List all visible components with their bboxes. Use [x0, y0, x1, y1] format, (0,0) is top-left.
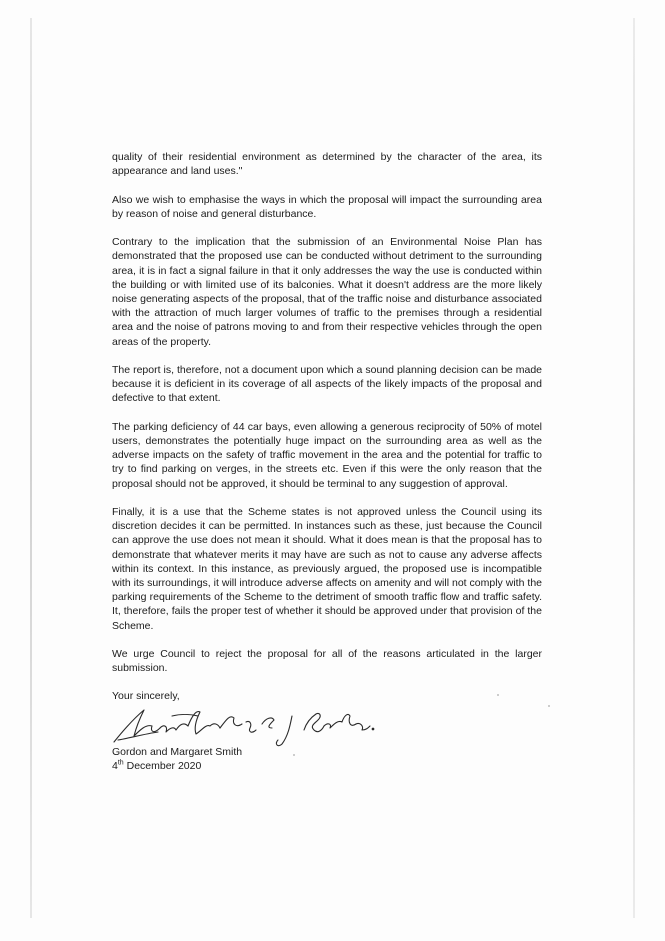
scan-speck: [497, 694, 499, 696]
handwritten-signature: [110, 702, 380, 748]
paragraph-2: Also we wish to emphasise the ways in which the proposal will impact the surrounding area by reason of noise and general disturbance.: [112, 193, 542, 220]
paragraph-1: quality of their residential environment as determined by the character of the area, its appearance and land uses.": [112, 151, 542, 178]
date-rest: December 2020: [123, 760, 202, 773]
paragraph-6: Finally, it is a use that the Scheme states is not approved unless the Council using its discretion decides it can be permitted. In instances such as these, just because the Council can approve the use does not mean it should. What it does mean is that the proposal has to demonstrate that whatever merits it may have are such as not to cause any adverse affects within its context. In this instance, as previously argued, the proposed use is incompatible with its surroundings, it will introduce adverse affects on amenity and will not comply with the parking requirements of the Scheme to the detriment of smooth traffic flow and traffic safety. It, therefore, fails the proper test of whether it should be approved under that provision of the Scheme.: [112, 506, 542, 632]
date-day: 4: [112, 760, 118, 773]
paragraph-4: The report is, therefore, not a document upon which a sound planning decision can be made because it is deficient in its coverage of all aspects of the likely impacts of the proposal and defective to that extent.: [112, 364, 542, 405]
letter-body: [112, 150, 542, 690]
scan-speck: [548, 705, 550, 707]
signer-names: Gordon and Margaret Smith: [112, 746, 243, 758]
closing-salutation: Your sincerely,: [112, 690, 180, 702]
page-left-edge: [30, 18, 32, 918]
signer-block: [112, 745, 242, 773]
paragraph-5: The parking deficiency of 44 car bays, even allowing a generous reciprocity of 50% of motel users, demonstrates the potentially huge impact on the surrounding area as well as the adverse impacts on the safety of traffic movement in the area and the potential for traffic to try to find parking on verges, in the streets etc. Even if this were the only reason that the proposal should not be approved, it should be terminal to any suggestion of approval.: [112, 420, 542, 490]
page-right-edge: [633, 18, 635, 918]
paragraph-3: Contrary to the implication that the submission of an Environmental Noise Plan has demonstrated that the proposed use can be conducted without detriment to the surrounding area, it is in fact a signal failure in that it only addresses the way the use is conducted within the building or with limited use of its balconies. What it doesn't address are the more likely noise generating aspects of the proposal, that of the traffic noise and disturbance associated with the attraction of much larger volumes of traffic to the premises through a residential area and the noise of patrons moving to and from their respective vehicles through the open areas of the property.: [112, 236, 542, 348]
paragraph-7: We urge Council to reject the proposal for all of the reasons articulated in the larger submission.: [112, 648, 542, 675]
letter-date: [112, 759, 242, 773]
date-suffix: th: [117, 759, 124, 767]
scan-speck: [293, 754, 295, 756]
